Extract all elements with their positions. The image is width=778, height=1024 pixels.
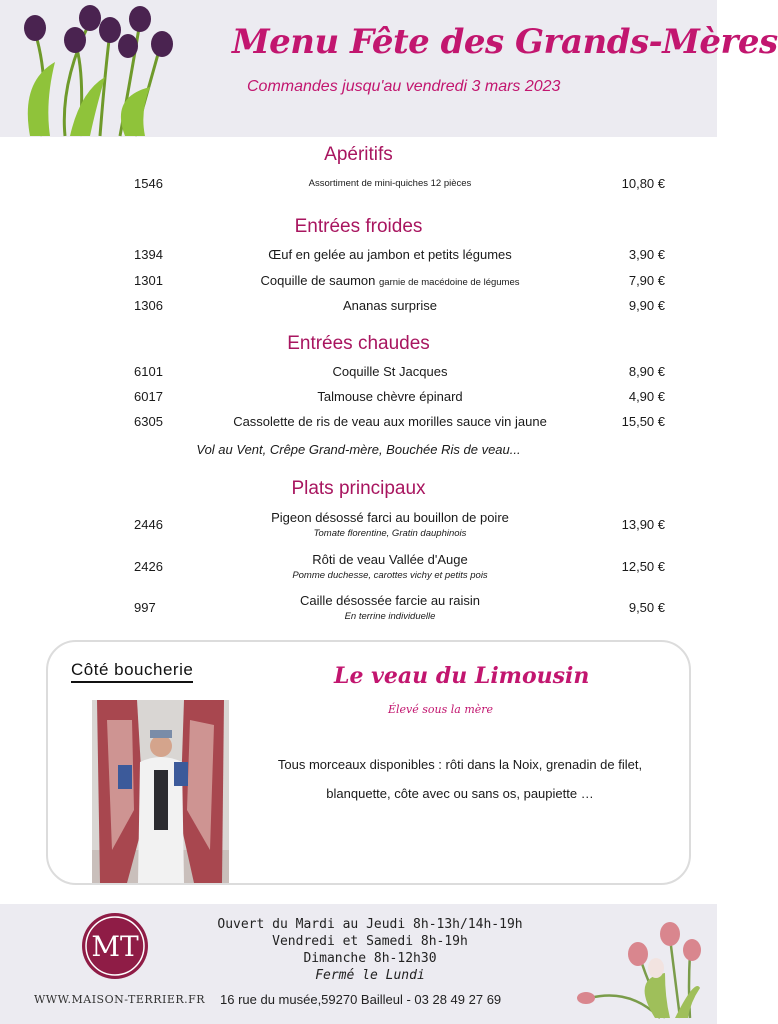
item-name-text: Pigeon désossé farci au bouillon de poire: [271, 510, 509, 525]
item-name: Talmouse chèvre épinard: [317, 389, 463, 404]
menu-item: [0, 176, 717, 198]
hours-line: Ouvert du Mardi au Jeudi 8h-13h/14h-19h: [217, 917, 523, 932]
butcher-photo: [92, 700, 229, 883]
item-name-text: Rôti de veau Vallée d'Auge: [312, 552, 468, 567]
item-code: 6101: [134, 364, 163, 379]
page-title: Menu Fête des Grands-Mères: [232, 22, 778, 62]
item-code: 1301: [134, 273, 163, 288]
menu-item: [0, 552, 717, 584]
hours-line: Vendredi et Samedi 8h-19h: [272, 934, 468, 949]
item-name-text: Caille désossée farcie au raisin: [300, 593, 480, 608]
boucherie-title: Côté boucherie: [71, 660, 193, 683]
item-name: Assortiment de mini-quiches 12 pièces: [308, 178, 472, 189]
item-code: 6017: [134, 389, 163, 404]
maison-terrier-logo: [80, 911, 150, 981]
item-code: 2446: [134, 517, 163, 532]
menu-item: [0, 389, 717, 411]
item-code: 1306: [134, 298, 163, 313]
menu-item: [0, 247, 717, 269]
item-name: [200, 593, 580, 622]
section-title-entrees-chaudes: Entrées chaudes: [287, 333, 430, 354]
closed-day: Fermé le Lundi: [315, 968, 425, 983]
item-name: [200, 510, 580, 539]
opening-hours: [190, 916, 550, 984]
item-detail: garnie de macédoine de légumes: [379, 277, 520, 288]
feature-description: Tous morceaux disponibles : rôti dans la Noix, grenadin de filet, blanquette, côte avec ou sans os, paupiette …: [277, 757, 643, 801]
item-name-text: Coquille de saumon: [260, 273, 376, 288]
address-phone: 16 rue du musée,59270 Bailleul - 03 28 49 27 69: [220, 992, 502, 1007]
section-title-aperitifs: Apéritifs: [324, 144, 393, 165]
item-price: 9,50 €: [628, 600, 665, 615]
item-name: Œuf en gelée au jambon et petits légumes: [268, 247, 512, 262]
item-code: 1394: [134, 247, 163, 262]
item-name: [200, 552, 580, 581]
item-name: [200, 273, 580, 288]
item-price: 12,50 €: [621, 559, 665, 574]
website-link[interactable]: WWW.MAISON-TERRIER.FR: [34, 993, 206, 1006]
item-sides: En terrine individuelle: [344, 611, 436, 622]
order-deadline: Commandes jusqu'au vendredi 3 mars 2023: [247, 78, 561, 95]
section-title-plats-principaux: Plats principaux: [291, 478, 426, 499]
menu-item: [0, 273, 717, 295]
feature-subtitle: Élevé sous la mère: [388, 703, 494, 716]
menu-item: [0, 510, 717, 542]
item-name: Cassolette de ris de veau aux morilles sauce vin jaune: [233, 414, 547, 429]
menu-item: [0, 364, 717, 386]
hours-line: Dimanche 8h-12h30: [303, 951, 437, 966]
item-sides: Tomate florentine, Gratin dauphinois: [313, 528, 467, 539]
item-code: 6305: [134, 414, 163, 429]
item-name: Coquille St Jacques: [332, 364, 448, 379]
section-title-entrees-froides: Entrées froides: [294, 216, 423, 237]
item-name: Ananas surprise: [343, 298, 437, 313]
menu-item: [0, 414, 717, 436]
item-price: 4,90 €: [628, 389, 665, 404]
menu-item: [0, 593, 717, 625]
svg-text:MT: MT: [91, 930, 139, 963]
tulip-flowers-illustration: [570, 918, 705, 1018]
item-price: 7,90 €: [628, 273, 665, 288]
item-code: 1546: [134, 176, 163, 191]
menu-item: [0, 298, 717, 320]
item-price: 8,90 €: [628, 364, 665, 379]
item-code: 2426: [134, 559, 163, 574]
item-price: 13,90 €: [621, 517, 665, 532]
feature-title: Le veau du Limousin: [334, 663, 590, 689]
item-price: 15,50 €: [621, 414, 665, 429]
item-price: 9,90 €: [628, 298, 665, 313]
section-note: Vol au Vent, Crêpe Grand-mère, Bouchée Ris de veau...: [196, 442, 521, 457]
item-code: 997: [134, 600, 156, 615]
item-price: 3,90 €: [628, 247, 665, 262]
item-sides: Pomme duchesse, carottes vichy et petits pois: [292, 570, 488, 581]
tulip-bouquet-illustration: [10, 2, 180, 136]
item-price: 10,80 €: [621, 176, 665, 191]
